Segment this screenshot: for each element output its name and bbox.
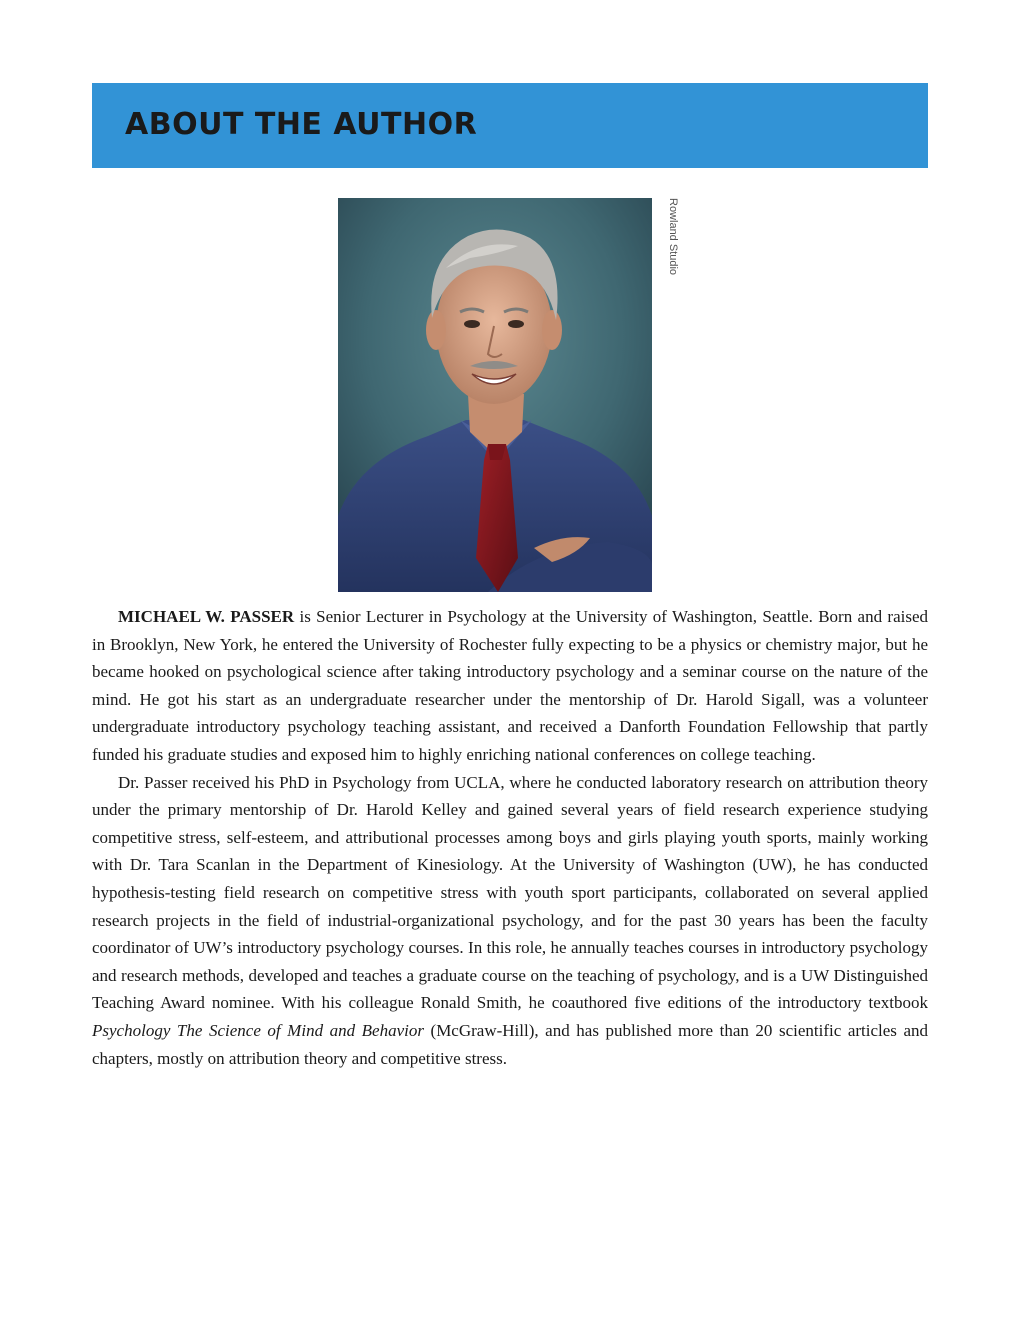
bio-paragraph-text: is Senior Lecturer in Psychology at the University of Washington, Seattle. Born and raised in Brooklyn, New York, he entered the University of Rochester fully expecting to be a physics or chemistry major, but he became hooked on psychological science after taking introductory psychology and a seminar course on the nature of the mind. He got his start as an undergraduate researcher under the mentorship of Dr. Harold Sigall, was a volunteer undergraduate introductory psychology teaching assistant, and received a Danforth Foundation Fellowship that partly funded his graduate studies and exposed him to highly enriching national conferences on college teaching. bbox=[92, 607, 929, 764]
section-header-banner bbox=[92, 83, 928, 168]
author-photo bbox=[338, 198, 652, 592]
photo-credit: Rowland Studio bbox=[667, 198, 679, 276]
bio-paragraph-text: Dr. Passer received his PhD in Psychology from UCLA, where he conducted laboratory research on attribution theory under the primary mentorship of Dr. Harold Kelley and gained several years of field research experience studying competitive stress, self-esteem, and attributional processes among boys and girls playing youth sports, mainly working with Dr. Tara Scanlan in the Department of Kinesiology. At the University of Washington (UW), he has conducted hypothesis-testing field research on competitive stress with youth sport participants, collaborated on several applied research projects in the field of industrial-organizational psychology, and for the past 30 years has been the faculty coordinator of UW’s introductory psychology courses. In this role, he annually teaches courses in introductory psychology and research methods, developed and teaches a graduate course on the teaching of psychology, and is a UW Distinguished Teaching Award nominee. With his colleague Ronald Smith, he coauthored five editions of the introductory textbook bbox=[92, 772, 928, 1013]
bio-paragraph bbox=[92, 603, 928, 769]
book-title: Psychology The Science of Mind and Behavior bbox=[92, 1020, 424, 1040]
section-title: ABOUT THE AUTHOR bbox=[125, 107, 478, 142]
bio-paragraph-text: (McGraw-Hill), and has published more than 20 scientific articles and chapters, mostly on attribution theory and competitive stress. bbox=[92, 1020, 929, 1068]
author-name: MICHAEL W. PASSER bbox=[118, 607, 295, 626]
author-bio bbox=[92, 603, 928, 1072]
bio-paragraph bbox=[92, 769, 928, 1073]
